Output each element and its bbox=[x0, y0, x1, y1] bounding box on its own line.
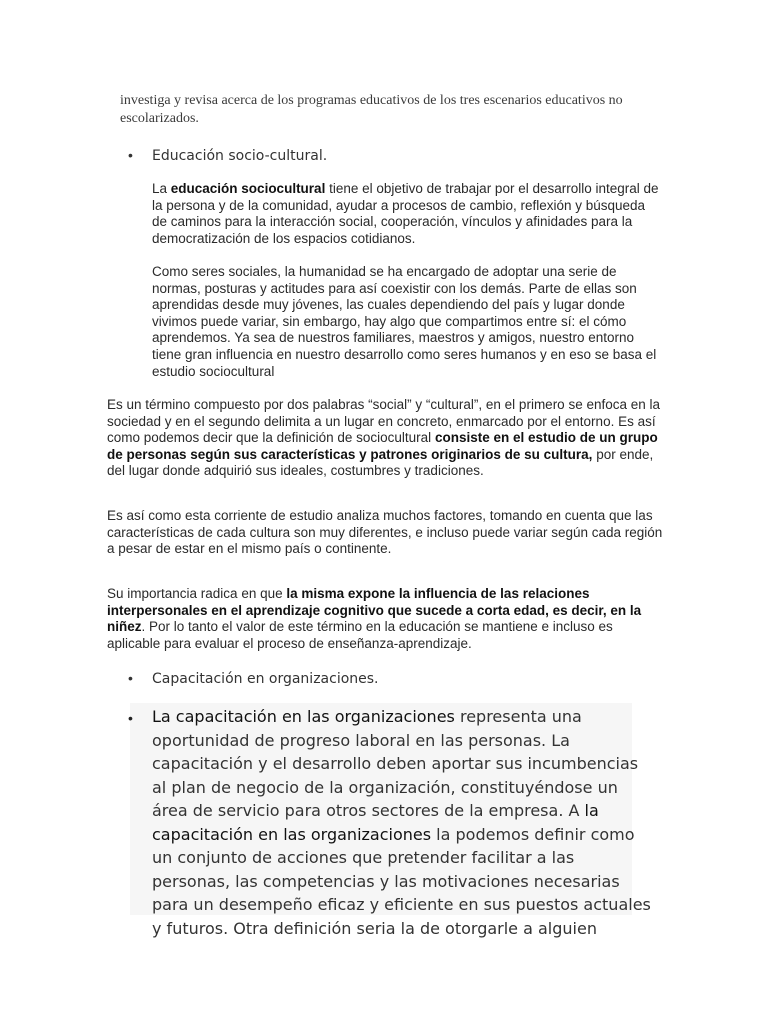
p6-text-d: la podemos definir como un conjunto de acciones que pretender facilitar a las personas, las competencias y las motivaciones necesarias para un desempeño eficaz y eficiente en sus puestos actuales y futuros. Otra definición seria la de otorgarle a alguien bbox=[152, 824, 651, 938]
p5-text-c: . Por lo tanto el valor de este término en la educación se mantiene e incluso es aplicable para evaluar el proceso de enseñanza-aprendizaje. bbox=[107, 619, 613, 651]
p3-text-c: por ende, del lugar donde adquirió sus ideales, costumbres y tradiciones. bbox=[107, 446, 654, 479]
p5-bold: la misma expone la influencia de las relaciones interpersonales en el aprendizaje cognitivo que sucede a corta edad, es decir, en la niñez bbox=[107, 586, 642, 635]
paragraph-termino-compuesto bbox=[107, 397, 667, 480]
intro-text: investiga y revisa acerca de los programas educativos de los tres escenarios educativos no escolarizados. bbox=[120, 93, 623, 126]
paragraph-corriente-estudio: Es así como esta corriente de estudio analiza muchos factores, tomando en cuenta que las características de cada cultura son muy diferentes, e incluso puede variar según cada región a pesar de estar en el mismo país o continente. bbox=[107, 508, 663, 557]
p6-text-b: representa una oportunidad de progreso laboral en las personas. La capacitación y el desarrollo deben aportar sus incumbencias al plan de negocio de la organización, constituyéndose un área de servicio para otros sectores de la empresa. A bbox=[152, 707, 639, 820]
p1-bold: educación sociocultural bbox=[170, 181, 326, 196]
bullet-icon: • bbox=[128, 710, 133, 726]
bullet-label-capacitacion: Capacitación en organizaciones. bbox=[152, 671, 379, 687]
paragraph-importancia bbox=[107, 586, 667, 652]
bullet-icon: • bbox=[128, 670, 133, 686]
p5-text-a: Su importancia radica en que bbox=[107, 586, 287, 601]
list-item-socio-cultural bbox=[128, 147, 728, 164]
p3-text-a: Es un término compuesto por dos palabras “social” y “cultural”, en el primero se enfoca en la sociedad y en el segundo delimita a un lugar en concreto, enmarcado por el entorno. Es así como podemos decir que la definición de sociocultural bbox=[107, 397, 661, 446]
paragraph-seres-sociales: Como seres sociales, la humanidad se ha encargado de adoptar una serie de normas, posturas y actitudes para así coexistir con los demás. Parte de ellas son aprendidas desde muy jóvenes, las cuales dependiendo del país y lugar donde vivimos puede variar, sin embargo, hay algo que compartimos entre sí: el cómo aprendemos. Ya sea de nuestros familiares, maestros y amigos, nuestro entorno tiene gran influencia en nuestro desarrollo como seres humanos y en eso se basa el estudio sociocultural bbox=[152, 264, 657, 379]
bullet-label-socio-cultural: Educación socio-cultural. bbox=[152, 148, 328, 164]
bullet-icon: • bbox=[128, 147, 133, 163]
paragraph-capacitacion-organizaciones bbox=[152, 705, 652, 940]
p6-strong-c: la capacitación en las organizaciones bbox=[152, 801, 599, 844]
p3-bold: consiste en el estudio de un grupo de personas según sus características y patrones originarios de su cultura, bbox=[107, 430, 658, 462]
list-item-capacitacion bbox=[128, 670, 728, 687]
p6-strong-a: La capacitación en las organizaciones bbox=[152, 707, 455, 726]
p1-text-a: La bbox=[152, 181, 171, 196]
paragraph-educacion-sociocultural bbox=[152, 181, 662, 247]
p1-text-c: tiene el objetivo de trabajar por el desarrollo integral de la persona y de la comunidad, ayudar a procesos de cambio, reflexión y búsqueda de caminos para la interacción social, cooperación, vínculos y afinidades para la democratización de los espacios cotidianos. bbox=[152, 181, 659, 246]
